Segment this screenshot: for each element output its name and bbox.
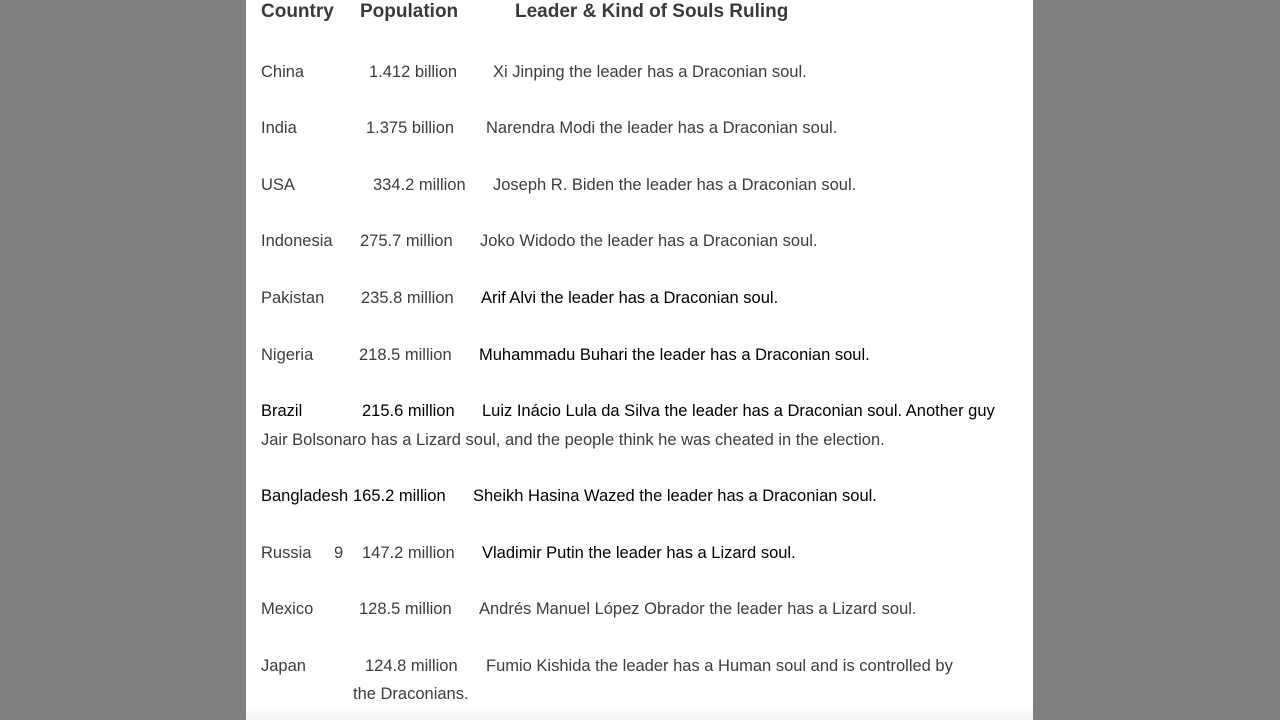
leader-cell: Fumio Kishida the leader has a Human soul and is controlled by: [486, 657, 953, 675]
population-cell: 1.375 billion: [366, 119, 455, 137]
leader-cell: Joko Widodo the leader has a Draconian soul.: [480, 232, 818, 250]
country-cell: Russia: [261, 544, 312, 562]
header-population: Population: [360, 1, 459, 22]
header-leader: Leader & Kind of Souls Ruling: [515, 1, 789, 22]
leader-cell: Narendra Modi the leader has a Draconian soul.: [486, 119, 838, 137]
leader-cell: Vladimir Putin the leader has a Lizard soul.: [482, 544, 796, 562]
leader-cell: Joseph R. Biden the leader has a Draconian soul.: [493, 176, 857, 194]
leader-cell: Arif Alvi the leader has a Draconian soul.: [481, 289, 779, 307]
leader-continuation: Jair Bolsonaro has a Lizard soul, and the people think he was cheated in the election.: [261, 431, 885, 449]
header-country: Country: [261, 1, 334, 22]
leader-cell: Xi Jinping the leader has a Draconian soul.: [493, 63, 807, 81]
stray-number: 9: [334, 544, 344, 562]
country-cell: Nigeria: [261, 346, 314, 364]
page-bottom-fade: [246, 706, 1033, 720]
population-cell: 128.5 million: [359, 600, 452, 618]
population-cell: 124.8 million: [365, 657, 458, 675]
country-cell: China: [261, 63, 305, 81]
population-cell: 215.6 million: [362, 402, 455, 420]
country-cell: Brazil: [261, 402, 303, 420]
population-cell: 235.8 million: [361, 289, 454, 307]
country-cell: Mexico: [261, 600, 314, 618]
country-cell: Indonesia: [261, 232, 333, 250]
leader-cell: Sheikh Hasina Wazed the leader has a Draconian soul.: [473, 487, 877, 505]
population-cell: 1.412 billion: [369, 63, 458, 81]
country-cell: India: [261, 119, 297, 137]
country-cell: Bangladesh: [261, 487, 349, 505]
population-cell: 275.7 million: [360, 232, 453, 250]
country-cell: USA: [261, 176, 295, 194]
document-page: [246, 0, 1033, 720]
country-cell: Japan: [261, 657, 306, 675]
leader-cell: Luiz Inácio Lula da Silva the leader has a Draconian soul. Another guy: [482, 402, 995, 420]
leader-cell: Muhammadu Buhari the leader has a Draconian soul.: [479, 346, 870, 364]
population-cell: 165.2 million: [353, 487, 446, 505]
population-cell: 334.2 million: [373, 176, 466, 194]
leader-continuation: the Draconians.: [353, 685, 469, 703]
population-cell: 147.2 million: [362, 544, 455, 562]
population-cell: 218.5 million: [359, 346, 452, 364]
country-cell: Pakistan: [261, 289, 325, 307]
leader-cell: Andrés Manuel López Obrador the leader has a Lizard soul.: [479, 600, 917, 618]
